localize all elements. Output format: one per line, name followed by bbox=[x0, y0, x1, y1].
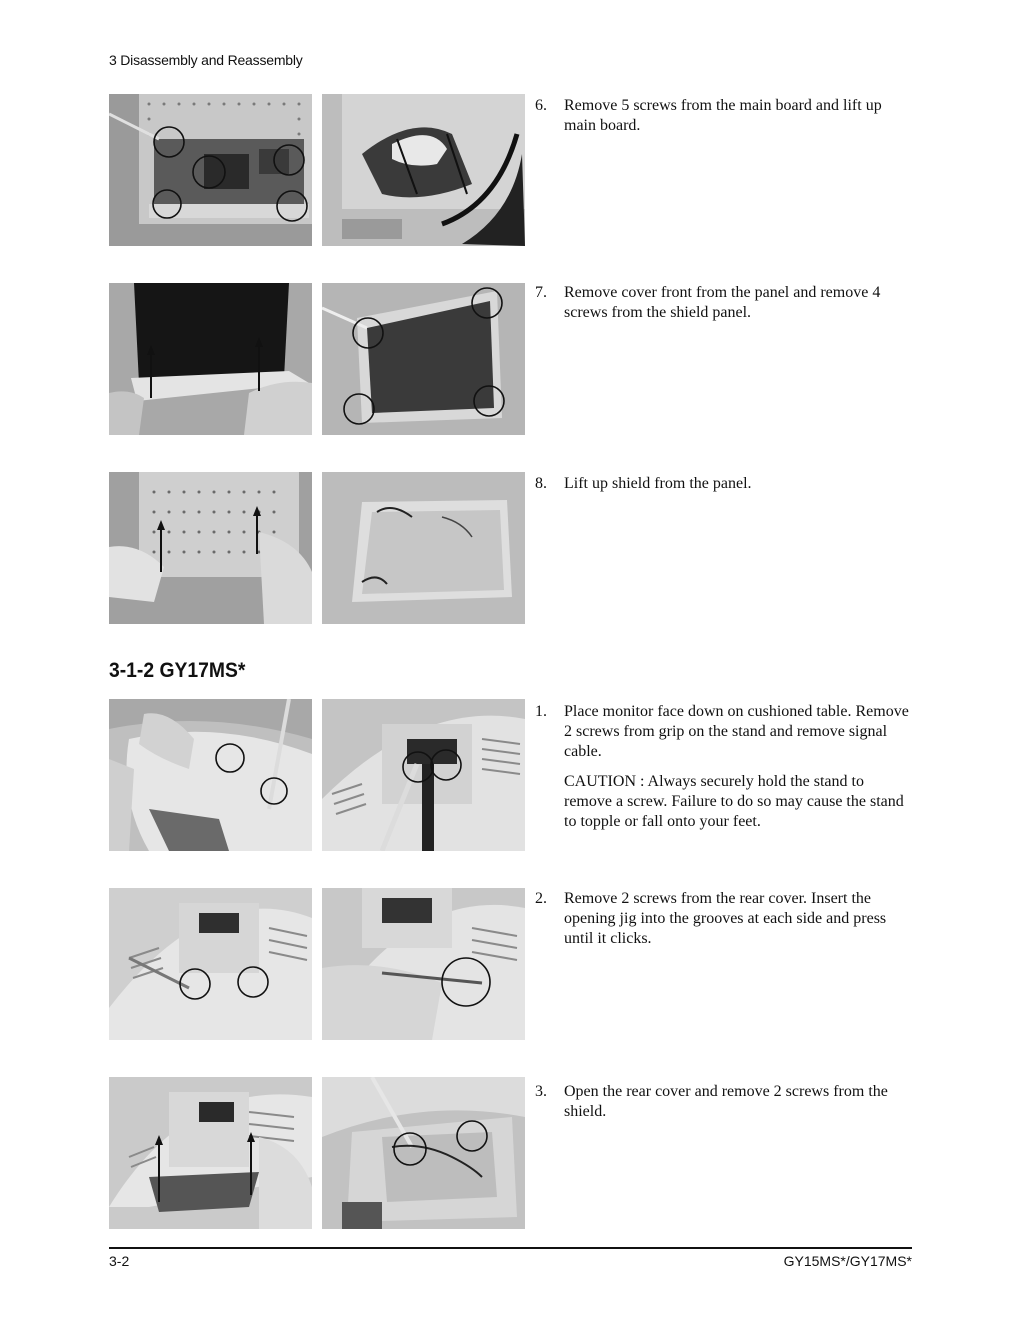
step-8 bbox=[535, 474, 915, 494]
step-number: 3. bbox=[535, 1083, 547, 1100]
step-text: Remove 2 screws from the rear cover. Insert the opening jig into the grooves at each side and press until it clicks. bbox=[564, 890, 887, 947]
section-heading: 3-1-2 GY17MS* bbox=[109, 659, 246, 682]
photo-remove-cover-front bbox=[109, 283, 312, 435]
photo-rear-cover-screws bbox=[109, 888, 312, 1040]
photo-open-rear-cover bbox=[109, 1077, 312, 1229]
step-6 bbox=[535, 96, 915, 136]
step-text: Place monitor face down on cushioned table. Remove 2 screws from grip on the stand and remove signal cable. bbox=[564, 703, 909, 760]
model-name: GY15MS*/GY17MS* bbox=[783, 1253, 912, 1269]
step-number: 6. bbox=[535, 97, 547, 114]
step-1 bbox=[535, 702, 915, 832]
step-7 bbox=[535, 283, 915, 323]
step-number: 1. bbox=[535, 703, 547, 720]
step-text: Open the rear cover and remove 2 screws from the shield. bbox=[564, 1083, 888, 1120]
photo-lift-shield bbox=[109, 472, 312, 624]
step-text: Lift up shield from the panel. bbox=[564, 475, 752, 492]
step-number: 2. bbox=[535, 890, 547, 907]
footer-rule bbox=[109, 1247, 912, 1249]
photo-monitor-face-down bbox=[109, 699, 312, 851]
photo-shield-removed bbox=[322, 472, 525, 624]
caution-note: CAUTION : Always securely hold the stand to remove a screw. Failure to do so may cause the stand to topple or fall onto your feet. bbox=[564, 773, 904, 830]
page-number: 3-2 bbox=[109, 1253, 130, 1269]
step-number: 7. bbox=[535, 284, 547, 301]
photo-shield-panel-screws bbox=[322, 283, 525, 435]
photo-lift-main-board bbox=[322, 94, 525, 246]
photo-opening-jig bbox=[322, 888, 525, 1040]
photo-main-board-screws bbox=[109, 94, 312, 246]
photo-shield-screws bbox=[322, 1077, 525, 1229]
photo-stand-grip-screws bbox=[322, 699, 525, 851]
step-2 bbox=[535, 889, 915, 949]
step-text: Remove 5 screws from the main board and lift up main board. bbox=[564, 97, 882, 134]
step-number: 8. bbox=[535, 475, 547, 492]
chapter-header: 3 Disassembly and Reassembly bbox=[109, 52, 303, 68]
step-text: Remove cover front from the panel and remove 4 screws from the shield panel. bbox=[564, 284, 881, 321]
step-3 bbox=[535, 1082, 915, 1122]
